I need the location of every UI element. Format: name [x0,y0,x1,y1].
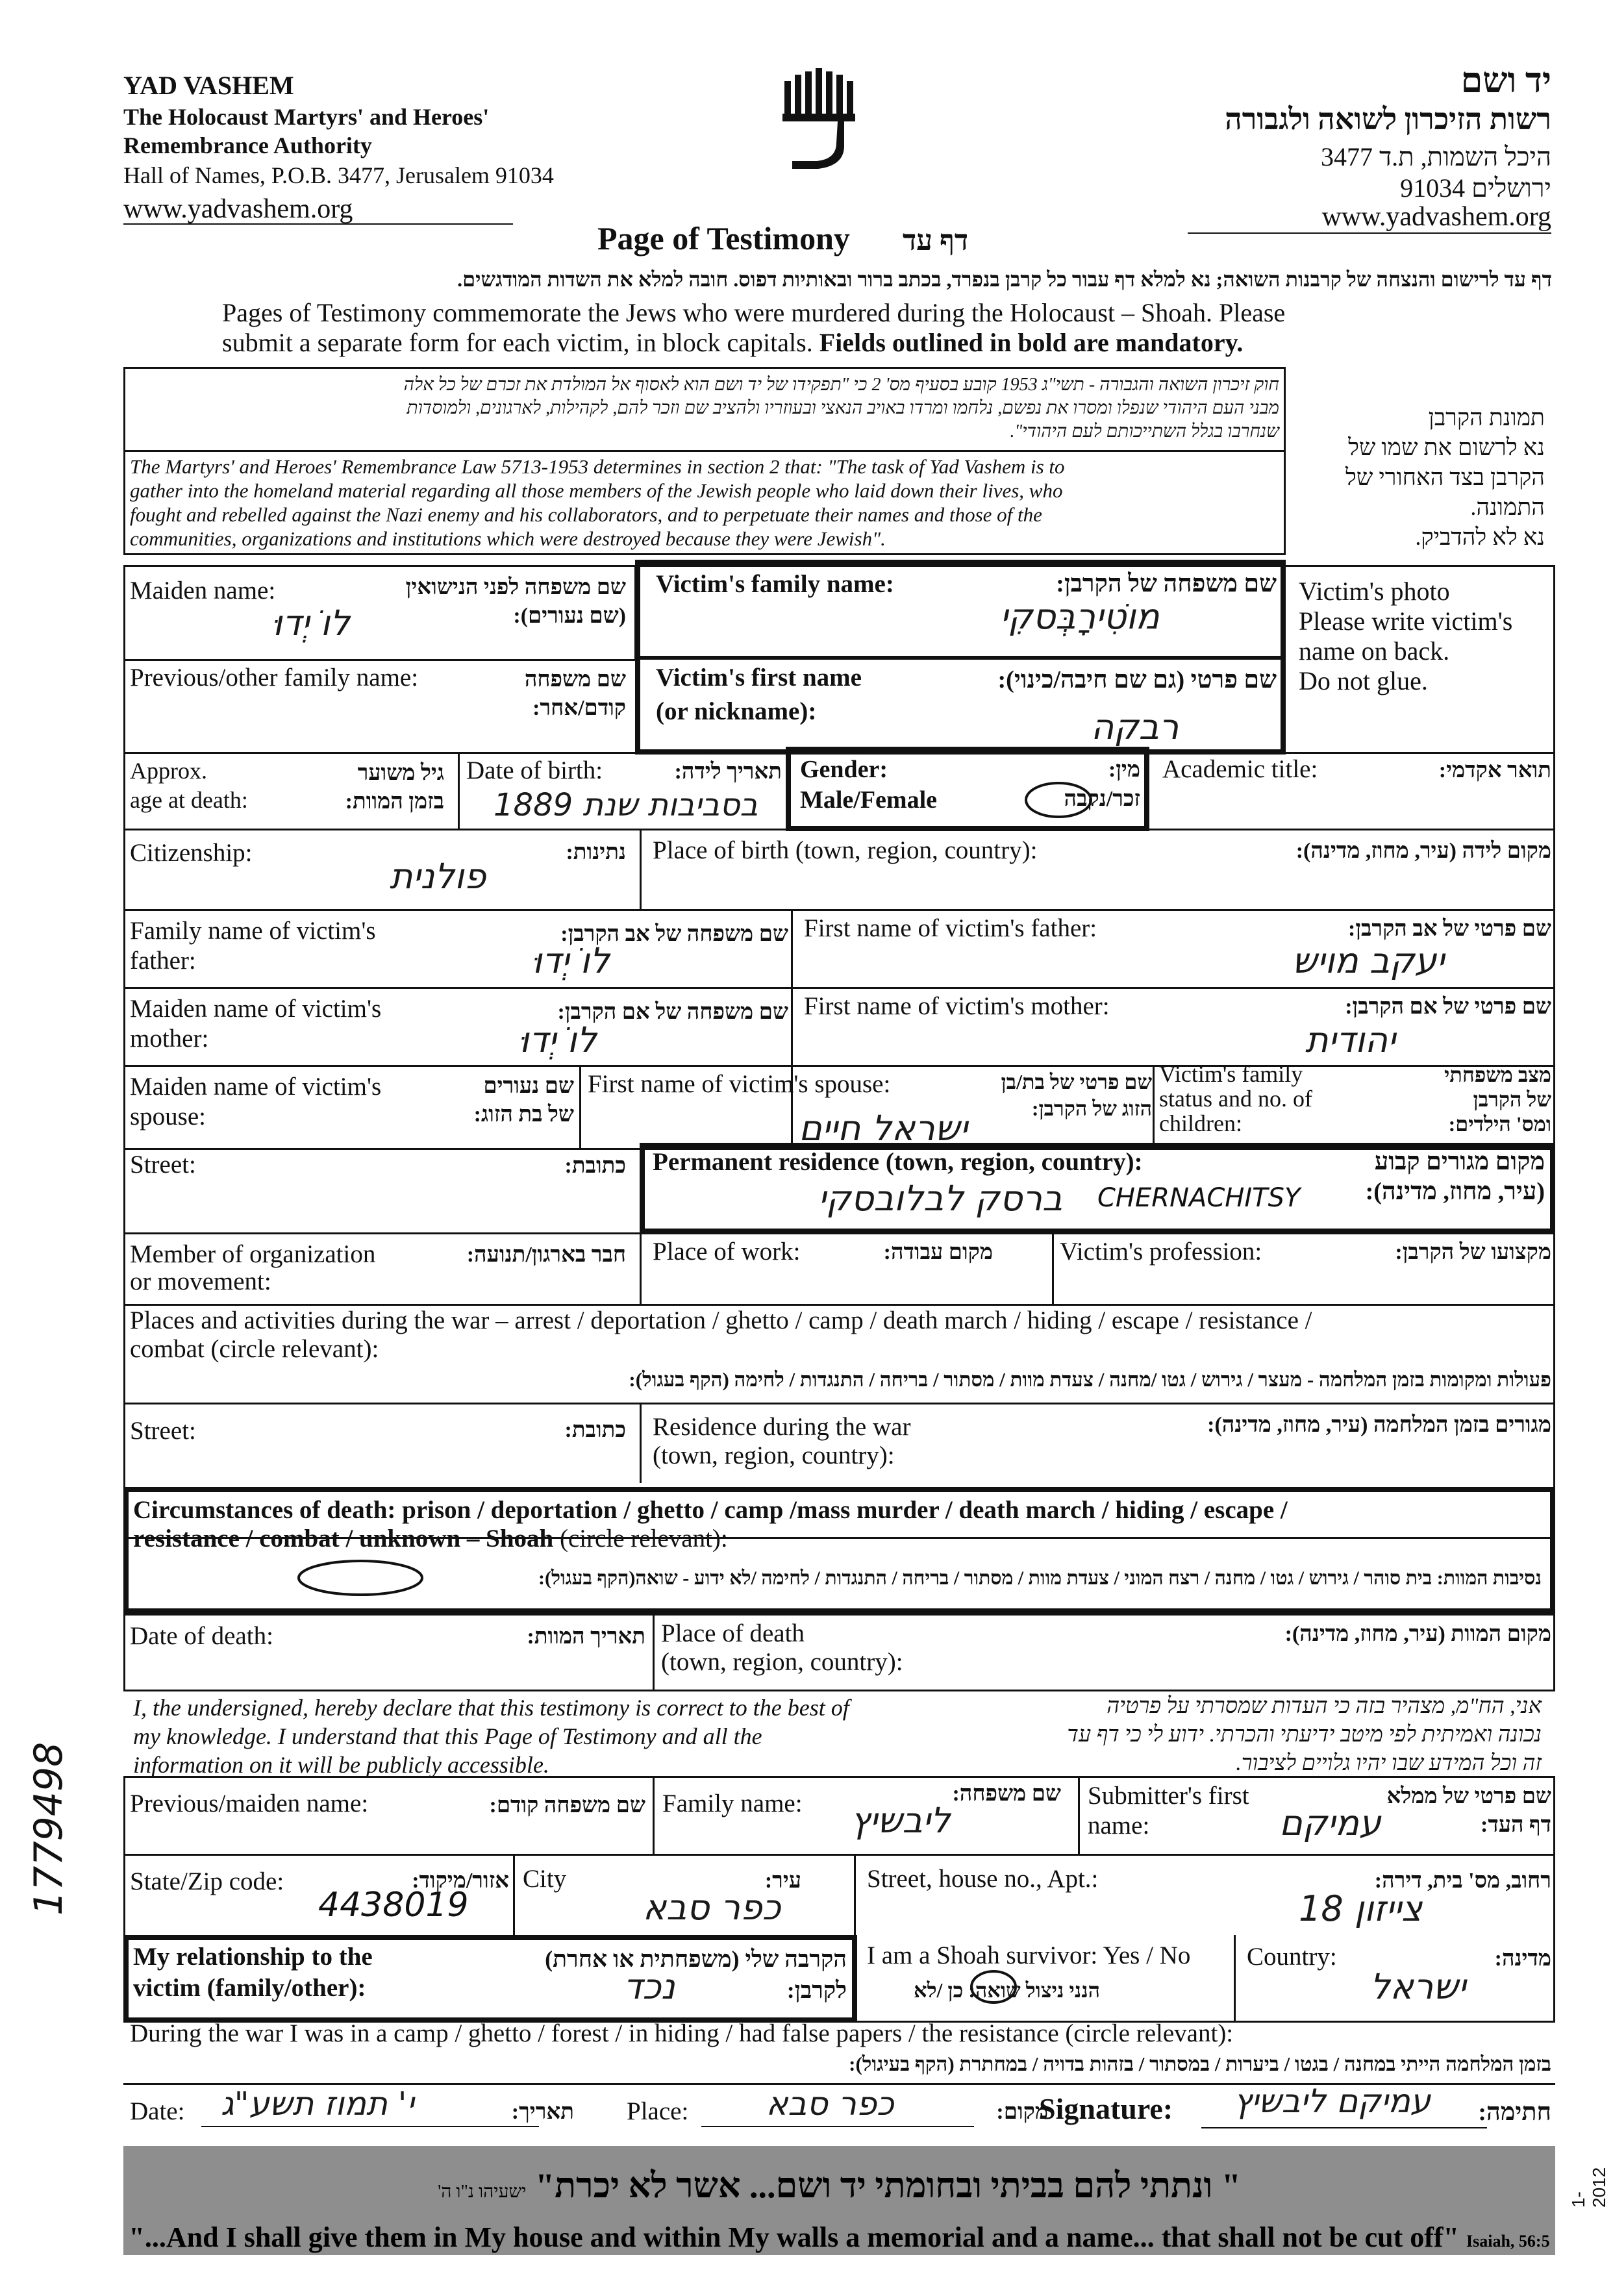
footer-quote-en: "...And I shall give them in My house and within My walls a memorial and a name... that shall not be cut off" Isaiah, 56:5 [129,2221,1550,2253]
street-label: Street: [130,1151,196,1179]
circumstances-label-he: נסיבות המוות: בית סוהר / גירוש / גטו / מחנה / רצח המוני / צעדת מוות / מסתור / בריחה / התנגדות / לחימה /לא ידוע - שואה(הקף בעגול): [538,1567,1542,1589]
street-label-he: כתובת: [564,1154,626,1178]
law-he: חוק זיכרון השואה והגבורה - תשי"ג 1953 קובע בסעיף מס' 2 כי "תפקידו של יד ושם הוא לאסוף אל המולדת את זכרם של כל אלה מבני העם היהודי שנפלו ומסרו את נפשם, נלחמו ומרדו באויב הנאצי ובעוזריו ולהציב שם וזכר להם, לקהילות, לארגונים, ולמוסדות שנחרבו בגלל השתייכותם לעם היהודי". [403,375,1279,442]
gender-label-he: מין: [1108,758,1140,782]
first-name-label-2: (or nickname): [656,697,817,725]
submit-date-line [201,2126,539,2127]
family-status-label-he: מצב משפחתי [1444,1063,1551,1086]
permanent-residence-label-he: מקום מגורים קבוע [1374,1148,1545,1175]
organization-label-2: or movement: [130,1267,271,1295]
during-war-label: During the war I was in a camp / ghetto / forest / in hiding / had false papers / the resistance (circle relevant): [130,2019,1234,2047]
org-line2-he: היכל השמות, ת.ד 3477 [1320,142,1551,171]
archive-stamp-number: 1779498 [26,1741,71,1915]
city-label: City [523,1865,567,1893]
mother-maiden-label-2: mother: [130,1025,209,1053]
country-label-he: מדינה: [1494,1947,1551,1971]
signature-value[interactable]: עמיקם ליבשיץ [1234,2082,1431,2120]
mother-maiden-label-he: שם משפחה של אם הקרבן: [557,1000,788,1024]
org-line1-he: רשות הזיכרון לשואה ולגבורה [1225,103,1551,136]
intro-he: דף עד לרישום והנצחה של קרבנות השואה; נא למלא דף עבור כל קרבן בנפרד, בכתב ברור ובאותיות דפוס. חובה למלא את השדות המודגשים. [457,268,1552,291]
dob-label: Date of birth: [466,756,603,784]
during-war-label-he: בזמן המלחמה הייתי במחנה / בגטו / ביערות / במסתור / בזהות בדויה / במחתרת (הקף בעיגול): [849,2053,1551,2075]
father-family-label-he: שם משפחה של אב הקרבן: [560,922,788,946]
yad-vashem-logo [779,68,857,172]
footer-quote-he: " ונתתי להם בביתי ובחומתי יד ושם... אשר לא יכרת" ישעיהו נ"ו ה' [438,2166,1241,2205]
date-of-death-label: Date of death: [130,1622,273,1650]
father-family-label: Family name of victim's [130,917,376,945]
family-name-label-he: שם משפחה של הקרבן: [1056,570,1277,597]
first-name-label-he: שם פרטי (גם שם חיבה/כינוי): [997,666,1277,693]
war-street-label-he: כתובת: [564,1418,626,1442]
war-residence-label: Residence during the war [653,1413,911,1441]
col-line-sub-family [653,1776,655,1854]
father-family-value[interactable]: לוֹ יְדוּ [532,940,610,981]
submitter-previous-label: Previous/maiden name: [130,1790,369,1817]
col-line-work [640,1232,642,1305]
survivor-label: I am a Shoah survivor: Yes / No [867,1941,1191,1969]
permanent-residence-value-en[interactable]: CHERNACHITSY [1097,1183,1301,1213]
country-label: Country: [1247,1943,1337,1971]
mother-first-label-he: שם פרטי של אם הקרבן: [1345,995,1551,1019]
intro-en-2: submit a separate form for each victim, in block capitals. Fields outlined in bold are mandatory. [222,328,1244,357]
family-status-label: Victim's family [1159,1061,1303,1087]
submit-place-label-he: מקום: [996,2100,1048,2124]
permanent-residence-value-he[interactable]: ברסק לבלובסקי [818,1178,1063,1219]
spouse-maiden-label-he-2: של בת הזוג: [473,1103,574,1127]
city-value[interactable]: כפר סבא [643,1887,781,1928]
circumstances-label-2: resistance / combat / unknown – Shoah (circle relevant): [133,1525,728,1553]
relationship-label-2: victim (family/other): [133,1974,366,2002]
signature-label-he: חתימה: [1478,2099,1551,2126]
family-status-label-he-2: של הקרבן [1473,1088,1551,1111]
previous-name-label: Previous/other family name: [130,664,419,692]
form-title-he: דף עד [903,225,969,256]
gender-circle-mark [1023,780,1094,819]
submit-place-label: Place: [627,2097,689,2125]
father-family-label-2: father: [130,947,196,975]
spouse-first-label: First name of victim's spouse: [588,1070,891,1098]
submitter-first-value[interactable]: עמיקם [1279,1803,1381,1843]
submitter-family-label: Family name: [662,1790,803,1817]
row-line-4 [123,987,1555,989]
submitter-street-label: Street, house no., Apt.: [867,1865,1099,1893]
row-line-9 [123,1403,1555,1404]
col-line-profession [1052,1232,1054,1305]
place-of-death-label-he: מקום המוות (עיר, מחוז, מדינה): [1284,1622,1551,1646]
submitter-first-label-he-2: דף העד: [1481,1813,1551,1837]
spouse-first-label-he-2: הזוג של הקרבן: [1031,1097,1152,1120]
academic-title-label-he: תואר אקדמי: [1438,758,1551,782]
father-first-label: First name of victim's father: [804,914,1097,942]
places-activities-label-he: פעולות ומקומות בזמן המלחמה - מעצר / גירוש / גטו /מחנה / צעדת מוות / מסתור / בריחה / התנגדות / לחימה (הקף בעגול): [629,1368,1551,1391]
relationship-label-he-2: לקרבן: [786,1977,847,2003]
col-line-city [513,1854,515,1938]
spouse-maiden-label-he: שם נעורים [483,1074,574,1098]
submitter-first-label-2: name: [1088,1812,1150,1840]
submitter-street-value[interactable]: צייזון 18 [1299,1888,1423,1929]
row-line-2 [123,829,1555,830]
maiden-name-label-he: שם משפחה לפני הנישואין [405,575,626,599]
circumstances-label: Circumstances of death: prison / deportation / ghetto / camp /mass murder / death march / hiding / escape / [133,1496,1288,1524]
col-line-pob [640,829,642,910]
citizenship-label: Citizenship: [130,839,253,867]
submit-date-value[interactable]: י' תמוז תשע"ג [221,2085,414,2123]
first-name-value[interactable]: רבקה [1091,706,1179,747]
age-label-2: age at death: [130,787,248,813]
org-line1-en: The Holocaust Martyrs' and Heroes' [123,104,490,130]
previous-name-label-he: שם משפחה [524,668,626,692]
maiden-name-label: Maiden name: [130,577,276,605]
spouse-maiden-label-2: spouse: [130,1103,206,1130]
col-line-country [1234,1935,1236,2023]
submitter-family-value[interactable]: ליבשיץ [851,1800,951,1841]
spouse-maiden-label: Maiden name of victim's [130,1073,382,1101]
relationship-label-he: הקרבה שלי (משפחתית או אחרת) [545,1946,847,1972]
city-label-he: עיר: [764,1869,801,1893]
org-line2-en: Remembrance Authority [123,132,372,158]
maiden-name-label-he-2: (שם נעורים): [513,604,626,628]
permanent-residence-label-he-2: (עיר, מחוז, מדינה): [1365,1178,1545,1205]
organization-label: Member of organization [130,1240,376,1268]
age-label: Approx. [130,758,207,784]
mother-first-value[interactable]: יהודית [1305,1019,1396,1060]
country-value[interactable]: ישראל [1370,1966,1466,2007]
zip-label-he: אזור/מיקוד: [412,1869,509,1893]
war-street-label: Street: [130,1417,196,1445]
citizenship-label-he: נתינות: [566,840,626,864]
place-of-work-label: Place of work: [653,1238,801,1266]
spouse-first-value[interactable]: ישראל חיים [799,1108,968,1149]
place-of-work-label-he: מקום עבודה: [883,1240,993,1264]
relationship-value[interactable]: נכד [623,1966,675,2007]
family-status-label-he-3: ומס' הילדים: [1448,1112,1551,1136]
mother-maiden-label: Maiden name of victim's [130,995,382,1023]
mother-first-label: First name of victim's mother: [804,992,1110,1020]
signature-line [1201,2127,1487,2128]
submit-place-line [701,2126,974,2127]
col-line-status [1153,1065,1155,1149]
submitter-first-label-he: שם פרטי של ממלא [1386,1784,1551,1808]
dob-label-he: תאריך לידה: [674,760,782,784]
war-residence-label-2: (town, region, country): [653,1441,895,1469]
declaration-he: אני, הח"מ, מצהיר בזה כי העדות שמסרתי על פרטיה נכונה ואמיתית לפי מיטב ידיעתי והכרתי. ידוע לי כי דף עד זה וכל המידע שבו יהיו גלויים לציבור. [1067,1694,1542,1775]
first-name-label: Victim's first name [656,664,862,692]
col-line-spouse [579,1065,581,1149]
spouse-first-label-he: שם פרטי של בת/בן [1001,1070,1152,1093]
permanent-residence-label: Permanent residence (town, region, country): [653,1148,1143,1176]
submit-date-label-he: תאריך: [511,2100,574,2124]
maiden-name-value[interactable]: לוֹ יְדוּ [273,603,350,643]
citizenship-value[interactable]: פולנית [390,856,486,897]
age-label-he-2: בזמן המוות: [345,790,444,814]
age-label-he: גיל משוער [357,761,444,785]
gender-label: Gender: [800,756,888,783]
submitter-family-label-he: שם משפחה: [952,1782,1061,1806]
mother-maiden-value[interactable]: לוֹ יְדוּ [519,1019,597,1060]
row-line-5 [123,1065,1555,1067]
survivor-label-he: הנני ניצול שואה: כן /לא [914,1978,1100,2002]
col-line-war-res [640,1403,642,1483]
col-line-sub-first [1078,1776,1080,1854]
row-line-sub-1 [123,1854,1555,1856]
places-activities-label-2: combat (circle relevant): [130,1335,379,1363]
law-divider [123,450,1286,452]
circumstances-circle-mark [295,1557,425,1599]
father-first-value[interactable]: יעקב מויש [1292,940,1445,981]
org-line3-he: ירושלים 91034 [1400,173,1551,203]
survivor-circle-mark [968,1967,1019,2006]
col-line-parents [791,909,793,1149]
place-of-birth-label-he: מקום לידה (עיר, מחוז, מדינה): [1295,839,1551,863]
intro-en-1: Pages of Testimony commemorate the Jews who were murdered during the Holocaust – Shoah. Please [222,298,1286,327]
submit-place-value[interactable]: כפר סבא [766,2085,894,2123]
academic-title-label: Academic title: [1162,755,1318,783]
form-code: 1-2012 [1568,2167,1609,2208]
signature-label: Signature: [1039,2092,1173,2125]
profession-label: Victim's profession: [1060,1238,1262,1266]
organization-label-he: חבר בארגון/תנועה: [466,1243,626,1267]
place-of-death-label-2: (town, region, country): [661,1648,903,1676]
submitter-street-label-he: רחוב, מס' בית, דירה: [1374,1869,1551,1893]
relationship-label: My relationship to the [133,1943,373,1971]
zip-value[interactable]: 4438019 [318,1886,469,1925]
father-first-label-he: שם פרטי של אב הקרבן: [1348,917,1551,941]
law-en: The Martyrs' and Heroes' Remembrance Law 5713-1953 determines in section 2 that: "The task of Yad Vashem is to gather into the homeland material regarding all those members of the Jewish people who laid down their lives, who fought and rebelled against the Nazi enemy and his collaborators, and to perpetuate their names and those of the communities, organizations and institutions which were destroyed because they were Jewish". [130,455,1065,550]
form-title-en: Page of Testimony [597,220,850,256]
submit-date-label: Date: [130,2097,185,2125]
zip-label: State/Zip code: [130,1867,284,1895]
war-residence-label-he: מגורים בזמן המלחמה (עיר, מחוז, מדינה): [1207,1413,1551,1437]
col-line-age [458,752,460,829]
website-en[interactable]: www.yadvashem.org [123,195,513,225]
family-status-label-2: status and no. of [1159,1086,1312,1112]
website-he[interactable]: www.yadvashem.org [1188,201,1551,234]
submitter-first-label: Submitter's first [1088,1782,1249,1810]
row-line-3 [123,909,1555,911]
declaration-en: I, the undersigned, hereby declare that this testimony is correct to the best of my knowledge. I understand that this Page of Testimony and all the information on it will be publicly accessible. [133,1695,849,1778]
gender-label-2: Male/Female [800,786,938,814]
row-line-7 [123,1232,1555,1234]
org-address-en: Hall of Names, P.O.B. 3477, Jerusalem 91034 [123,162,554,188]
date-of-death-label-he: תאריך המוות: [527,1625,645,1649]
place-of-death-label: Place of death [661,1619,805,1647]
family-status-label-3: children: [1159,1110,1242,1136]
org-name-he: יד ושם [1460,61,1551,100]
photo-instructions-he: תמונת הקרבן נא לרשום את שמו של הקרבן בצד האחורי של התמונה. נא לא להדביק. [1345,405,1545,550]
family-name-value[interactable]: מוֹטִירָבְּסקִי [1000,596,1160,637]
gender-label-he-2: זכר/נקבה [1064,787,1140,811]
col-line-pod [653,1614,655,1691]
previous-name-label-he-2: קודם/אחר: [532,696,626,720]
row-line-8 [123,1304,1555,1306]
profession-label-he: מקצועו של הקרבן: [1395,1240,1551,1264]
submitter-previous-label-he: שם משפחה קודם: [489,1793,645,1817]
photo-instructions-en: Victim's photo Please write victim's name on back. Do not glue. [1299,577,1513,695]
org-name-en: YAD VASHEM [123,71,294,100]
name-divider [635,656,1286,660]
places-activities-label: Places and activities during the war – arrest / deportation / ghetto / camp / death march / hiding / escape / resistance / [130,1306,1312,1334]
dob-value[interactable]: בסביבות שנת 1889 [494,787,758,823]
place-of-birth-label: Place of birth (town, region, country): [653,836,1038,864]
col-line-street [854,1854,856,1938]
family-name-label: Victim's family name: [656,570,894,598]
